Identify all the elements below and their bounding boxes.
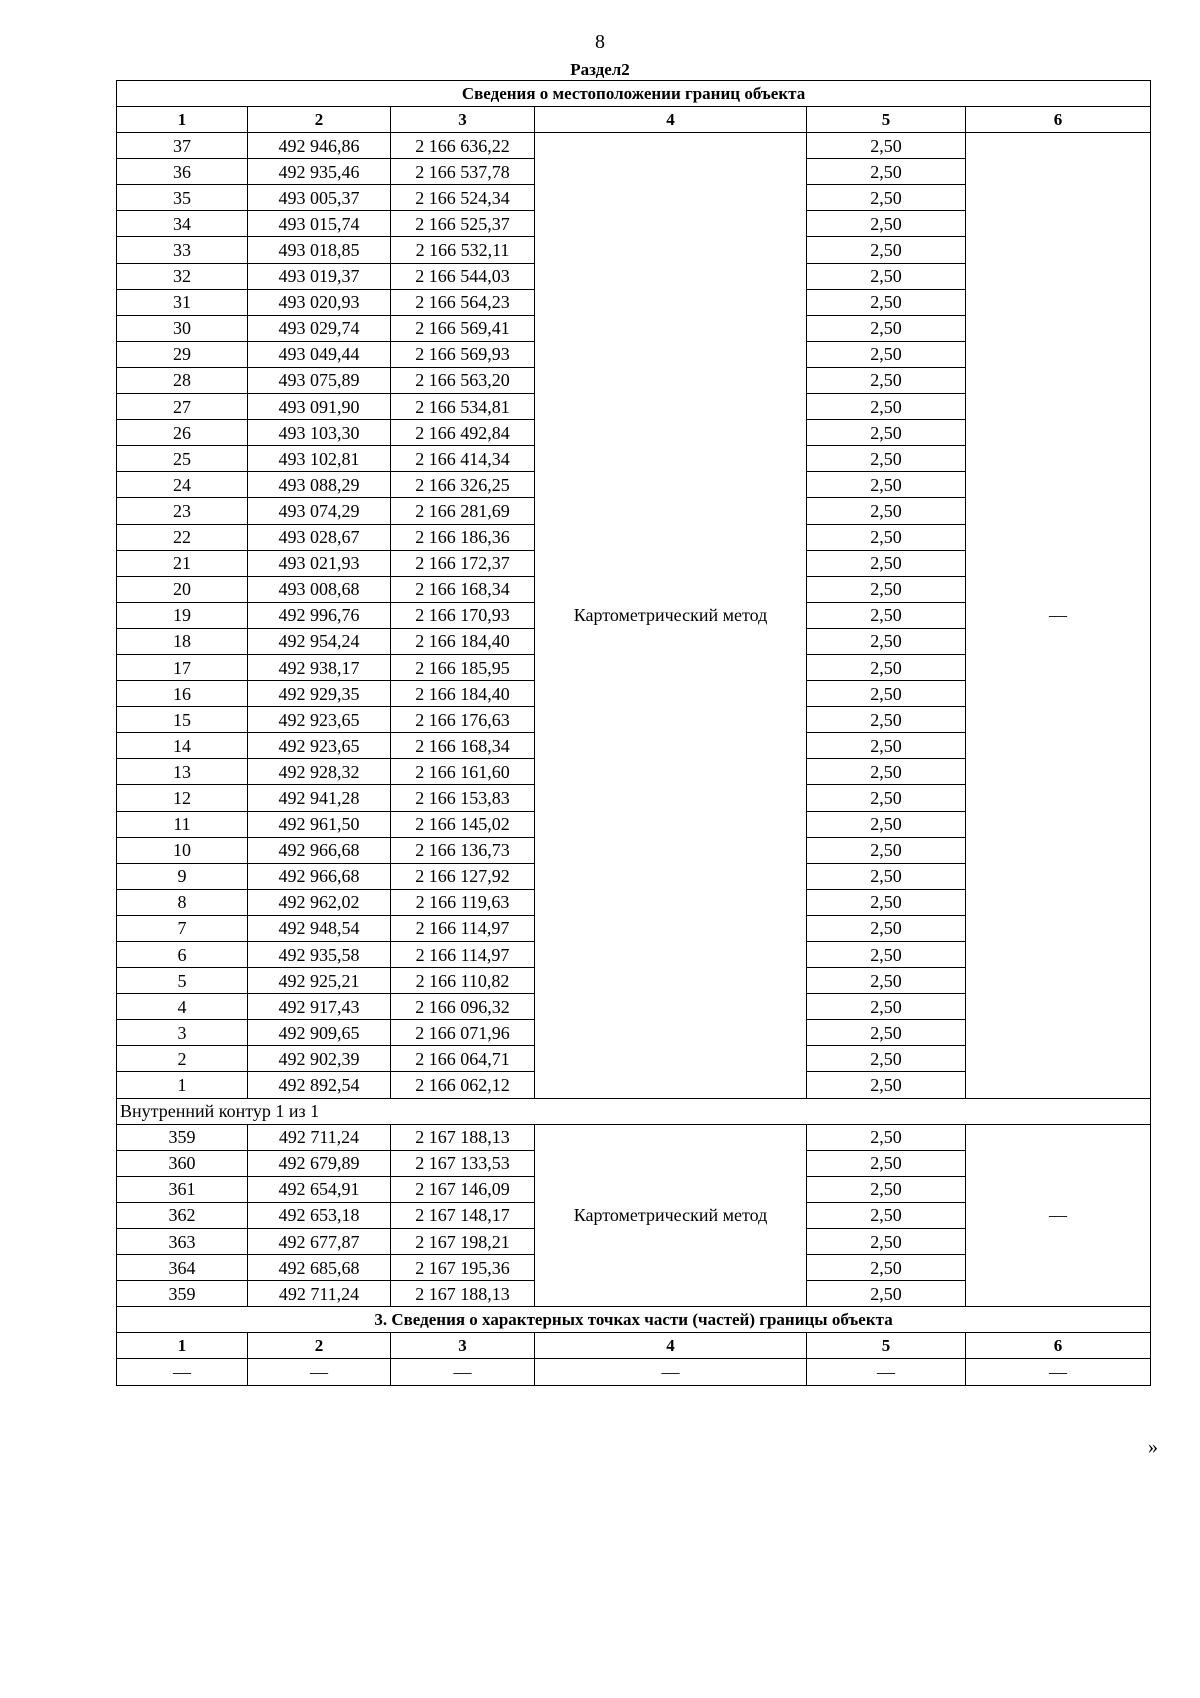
coordinate-y: 2 166 184,40	[391, 681, 535, 707]
coordinate-y: 2 166 172,37	[391, 550, 535, 576]
method-cell: Картометрический метод	[535, 1124, 807, 1307]
accuracy-value: 2,50	[807, 420, 966, 446]
column-header-row	[117, 107, 1151, 133]
coordinate-x: 492 677,87	[248, 1229, 391, 1255]
point-number: 10	[117, 837, 248, 863]
point-number: 28	[117, 367, 248, 393]
inner-contour-label: Внутренний контур 1 из 1	[117, 1098, 1151, 1124]
accuracy-value: 2,50	[807, 289, 966, 315]
column-header: 4	[535, 1333, 807, 1359]
coordinate-y: 2 166 569,93	[391, 341, 535, 367]
coordinate-x: 493 074,29	[248, 498, 391, 524]
table-row	[117, 1359, 1151, 1385]
point-number: 5	[117, 968, 248, 994]
point-number: 31	[117, 289, 248, 315]
accuracy-value: 2,50	[807, 837, 966, 863]
point-number: 34	[117, 211, 248, 237]
section3-caption: 3. Сведения о характерных точках части (частей) границы объекта	[117, 1307, 1151, 1333]
coordinate-y: 2 166 492,84	[391, 420, 535, 446]
coordinate-y: 2 166 114,97	[391, 915, 535, 941]
boundary-table	[116, 80, 1151, 1386]
coordinate-x: 492 892,54	[248, 1072, 391, 1098]
method-cell: Картометрический метод	[535, 133, 807, 1098]
coordinate-x: 492 925,21	[248, 968, 391, 994]
point-number: 29	[117, 341, 248, 367]
accuracy-value: 2,50	[807, 1150, 966, 1176]
point-number: 2	[117, 1046, 248, 1072]
accuracy-value: 2,50	[807, 1176, 966, 1202]
coordinate-y: 2 166 537,78	[391, 159, 535, 185]
accuracy-value: 2,50	[807, 159, 966, 185]
table-caption-row	[117, 81, 1151, 107]
accuracy-value: 2,50	[807, 759, 966, 785]
coordinate-y: 2 166 281,69	[391, 498, 535, 524]
point-number: 364	[117, 1255, 248, 1281]
column-header: 6	[966, 1333, 1151, 1359]
coordinate-y: 2 166 569,41	[391, 315, 535, 341]
closing-quote: »	[1148, 1436, 1158, 1458]
column-header: 1	[117, 1333, 248, 1359]
coordinate-x: 492 935,58	[248, 942, 391, 968]
coordinate-x: 493 028,67	[248, 524, 391, 550]
accuracy-value: 2,50	[807, 1202, 966, 1228]
coordinate-x: 492 711,24	[248, 1124, 391, 1150]
point-number: 11	[117, 811, 248, 837]
accuracy-value: 2,50	[807, 602, 966, 628]
coordinate-x: 492 928,32	[248, 759, 391, 785]
coordinate-y: 2 166 145,02	[391, 811, 535, 837]
accuracy-value: 2,50	[807, 733, 966, 759]
point-number: 15	[117, 707, 248, 733]
coordinate-y: 2 166 168,34	[391, 576, 535, 602]
description-cell: —	[966, 1124, 1151, 1307]
coordinate-y: 2 167 198,21	[391, 1229, 535, 1255]
coordinate-x: 492 938,17	[248, 654, 391, 680]
empty-cell: —	[966, 1359, 1151, 1385]
coordinate-y: 2 166 544,03	[391, 263, 535, 289]
section3-caption-row	[117, 1307, 1151, 1333]
coordinate-x: 493 029,74	[248, 315, 391, 341]
accuracy-value: 2,50	[807, 889, 966, 915]
column-header: 2	[248, 1333, 391, 1359]
point-number: 18	[117, 628, 248, 654]
point-number: 19	[117, 602, 248, 628]
accuracy-value: 2,50	[807, 681, 966, 707]
accuracy-value: 2,50	[807, 1255, 966, 1281]
point-number: 360	[117, 1150, 248, 1176]
empty-cell: —	[248, 1359, 391, 1385]
coordinate-y: 2 167 188,13	[391, 1281, 535, 1307]
coordinate-x: 492 966,68	[248, 837, 391, 863]
accuracy-value: 2,50	[807, 968, 966, 994]
point-number: 7	[117, 915, 248, 941]
coordinate-x: 492 961,50	[248, 811, 391, 837]
coordinate-x: 493 102,81	[248, 446, 391, 472]
coordinate-x: 492 996,76	[248, 602, 391, 628]
coordinate-x: 492 966,68	[248, 863, 391, 889]
coordinate-x: 492 935,46	[248, 159, 391, 185]
point-number: 14	[117, 733, 248, 759]
point-number: 32	[117, 263, 248, 289]
coordinate-x: 492 902,39	[248, 1046, 391, 1072]
coordinate-y: 2 166 096,32	[391, 994, 535, 1020]
coordinate-y: 2 166 110,82	[391, 968, 535, 994]
coordinate-y: 2 166 524,34	[391, 185, 535, 211]
coordinate-y: 2 166 071,96	[391, 1020, 535, 1046]
coordinate-x: 493 019,37	[248, 263, 391, 289]
accuracy-value: 2,50	[807, 576, 966, 602]
empty-cell: —	[535, 1359, 807, 1385]
accuracy-value: 2,50	[807, 394, 966, 420]
point-number: 3	[117, 1020, 248, 1046]
point-number: 8	[117, 889, 248, 915]
coordinate-y: 2 166 119,63	[391, 889, 535, 915]
section3-header-row	[117, 1333, 1151, 1359]
accuracy-value: 2,50	[807, 654, 966, 680]
coordinate-x: 492 653,18	[248, 1202, 391, 1228]
point-number: 36	[117, 159, 248, 185]
point-number: 25	[117, 446, 248, 472]
point-number: 21	[117, 550, 248, 576]
coordinate-x: 492 679,89	[248, 1150, 391, 1176]
accuracy-value: 2,50	[807, 1046, 966, 1072]
point-number: 361	[117, 1176, 248, 1202]
point-number: 22	[117, 524, 248, 550]
coordinate-x: 493 005,37	[248, 185, 391, 211]
accuracy-value: 2,50	[807, 628, 966, 654]
accuracy-value: 2,50	[807, 472, 966, 498]
coordinate-x: 492 923,65	[248, 707, 391, 733]
point-number: 359	[117, 1281, 248, 1307]
accuracy-value: 2,50	[807, 863, 966, 889]
point-number: 37	[117, 133, 248, 159]
accuracy-value: 2,50	[807, 915, 966, 941]
coordinate-y: 2 166 186,36	[391, 524, 535, 550]
point-number: 359	[117, 1124, 248, 1150]
point-number: 363	[117, 1229, 248, 1255]
coordinate-y: 2 166 636,22	[391, 133, 535, 159]
coordinate-y: 2 166 534,81	[391, 394, 535, 420]
accuracy-value: 2,50	[807, 211, 966, 237]
point-number: 17	[117, 654, 248, 680]
accuracy-value: 2,50	[807, 1072, 966, 1098]
coordinate-x: 493 020,93	[248, 289, 391, 315]
column-header: 2	[248, 107, 391, 133]
accuracy-value: 2,50	[807, 237, 966, 263]
accuracy-value: 2,50	[807, 1020, 966, 1046]
column-header: 4	[535, 107, 807, 133]
coordinate-x: 493 049,44	[248, 341, 391, 367]
column-header: 3	[391, 1333, 535, 1359]
coordinate-x: 492 917,43	[248, 994, 391, 1020]
accuracy-value: 2,50	[807, 498, 966, 524]
point-number: 362	[117, 1202, 248, 1228]
coordinate-y: 2 166 184,40	[391, 628, 535, 654]
accuracy-value: 2,50	[807, 446, 966, 472]
coordinate-x: 493 018,85	[248, 237, 391, 263]
accuracy-value: 2,50	[807, 550, 966, 576]
coordinate-x: 492 929,35	[248, 681, 391, 707]
coordinate-x: 492 685,68	[248, 1255, 391, 1281]
page-number: 8	[595, 31, 605, 53]
accuracy-value: 2,50	[807, 263, 966, 289]
point-number: 16	[117, 681, 248, 707]
point-number: 1	[117, 1072, 248, 1098]
coordinate-y: 2 166 563,20	[391, 367, 535, 393]
accuracy-value: 2,50	[807, 524, 966, 550]
accuracy-value: 2,50	[807, 185, 966, 211]
coordinate-y: 2 166 414,34	[391, 446, 535, 472]
column-header: 1	[117, 107, 248, 133]
coordinate-x: 492 711,24	[248, 1281, 391, 1307]
accuracy-value: 2,50	[807, 811, 966, 837]
coordinate-y: 2 166 168,34	[391, 733, 535, 759]
column-header: 5	[807, 1333, 966, 1359]
coordinate-x: 493 008,68	[248, 576, 391, 602]
point-number: 26	[117, 420, 248, 446]
coordinate-x: 493 091,90	[248, 394, 391, 420]
contour-label-row	[117, 1098, 1151, 1124]
coordinate-y: 2 167 133,53	[391, 1150, 535, 1176]
coordinate-y: 2 166 153,83	[391, 785, 535, 811]
table-caption: Сведения о местоположении границ объекта	[117, 81, 1151, 107]
empty-cell: —	[117, 1359, 248, 1385]
coordinate-x: 492 923,65	[248, 733, 391, 759]
section-title: Раздел2	[570, 60, 630, 79]
coordinate-x: 492 954,24	[248, 628, 391, 654]
coordinate-x: 492 909,65	[248, 1020, 391, 1046]
coordinate-y: 2 166 136,73	[391, 837, 535, 863]
point-number: 30	[117, 315, 248, 341]
coordinate-y: 2 166 114,97	[391, 942, 535, 968]
accuracy-value: 2,50	[807, 1229, 966, 1255]
table-row	[117, 1124, 1151, 1150]
column-header: 6	[966, 107, 1151, 133]
point-number: 35	[117, 185, 248, 211]
coordinate-y: 2 167 148,17	[391, 1202, 535, 1228]
point-number: 4	[117, 994, 248, 1020]
coordinate-y: 2 166 170,93	[391, 602, 535, 628]
coordinate-y: 2 166 127,92	[391, 863, 535, 889]
coordinate-x: 493 075,89	[248, 367, 391, 393]
point-number: 9	[117, 863, 248, 889]
coordinate-x: 493 015,74	[248, 211, 391, 237]
accuracy-value: 2,50	[807, 994, 966, 1020]
coordinate-x: 492 948,54	[248, 915, 391, 941]
table-row	[117, 133, 1151, 159]
accuracy-value: 2,50	[807, 942, 966, 968]
coordinate-y: 2 166 532,11	[391, 237, 535, 263]
column-header: 3	[391, 107, 535, 133]
accuracy-value: 2,50	[807, 707, 966, 733]
accuracy-value: 2,50	[807, 1124, 966, 1150]
point-number: 23	[117, 498, 248, 524]
accuracy-value: 2,50	[807, 133, 966, 159]
coordinate-x: 493 088,29	[248, 472, 391, 498]
coordinate-x: 493 103,30	[248, 420, 391, 446]
accuracy-value: 2,50	[807, 1281, 966, 1307]
point-number: 6	[117, 942, 248, 968]
coordinate-x: 492 946,86	[248, 133, 391, 159]
coordinate-y: 2 166 564,23	[391, 289, 535, 315]
coordinate-y: 2 166 062,12	[391, 1072, 535, 1098]
coordinate-y: 2 166 326,25	[391, 472, 535, 498]
point-number: 27	[117, 394, 248, 420]
accuracy-value: 2,50	[807, 341, 966, 367]
column-header: 5	[807, 107, 966, 133]
coordinate-y: 2 166 525,37	[391, 211, 535, 237]
coordinate-y: 2 166 064,71	[391, 1046, 535, 1072]
coordinate-y: 2 167 195,36	[391, 1255, 535, 1281]
accuracy-value: 2,50	[807, 315, 966, 341]
accuracy-value: 2,50	[807, 785, 966, 811]
coordinate-x: 493 021,93	[248, 550, 391, 576]
coordinate-x: 492 962,02	[248, 889, 391, 915]
coordinate-y: 2 167 146,09	[391, 1176, 535, 1202]
coordinate-y: 2 167 188,13	[391, 1124, 535, 1150]
point-number: 33	[117, 237, 248, 263]
coordinate-x: 492 654,91	[248, 1176, 391, 1202]
accuracy-value: 2,50	[807, 367, 966, 393]
point-number: 12	[117, 785, 248, 811]
coordinate-y: 2 166 176,63	[391, 707, 535, 733]
coordinate-y: 2 166 185,95	[391, 654, 535, 680]
point-number: 24	[117, 472, 248, 498]
point-number: 20	[117, 576, 248, 602]
point-number: 13	[117, 759, 248, 785]
coordinate-y: 2 166 161,60	[391, 759, 535, 785]
description-cell: —	[966, 133, 1151, 1098]
empty-cell: —	[807, 1359, 966, 1385]
coordinate-x: 492 941,28	[248, 785, 391, 811]
empty-cell: —	[391, 1359, 535, 1385]
